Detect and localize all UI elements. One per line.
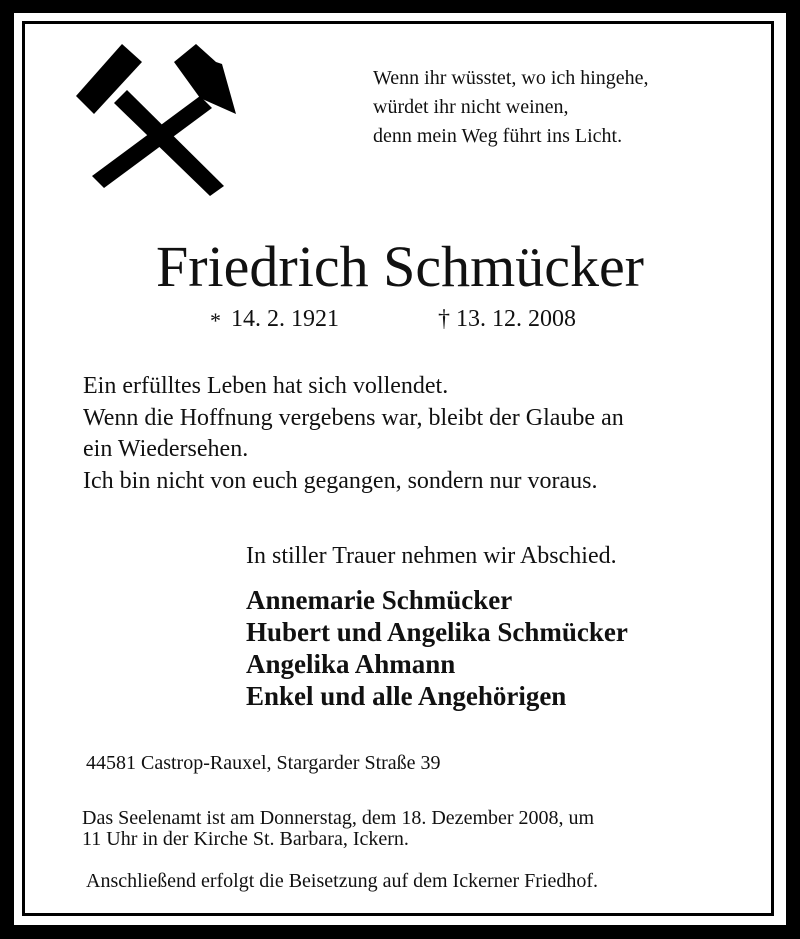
service-line: 11 Uhr in der Kirche St. Barbara, Ickern. <box>82 828 409 850</box>
quote-line: würdet ihr nicht weinen, <box>373 96 569 118</box>
crossed-hammers-icon <box>74 40 240 200</box>
verse-line: Ich bin nicht von euch gegangen, sondern nur voraus. <box>83 467 598 494</box>
service-line: Das Seelenamt ist am Donnerstag, dem 18. Dezember 2008, um <box>82 807 595 829</box>
quote-line: Wenn ihr wüsstet, wo ich hingehe, <box>373 67 649 89</box>
family-member: Hubert und Angelika Schmücker <box>246 617 628 647</box>
family-member: Enkel und alle Angehörigen <box>246 681 567 711</box>
verse-line: Ein erfülltes Leben hat sich vollendet. <box>83 373 449 399</box>
quote-line: denn mein Weg führt ins Licht. <box>373 125 623 147</box>
birth-date-value: 14. 2. 1921 <box>231 306 339 332</box>
deceased-name: Friedrich Schmücker <box>155 234 644 299</box>
address: 44581 Castrop-Rauxel, Stargarder Straße 39 <box>86 752 441 774</box>
family-list <box>246 584 628 712</box>
birth-date <box>210 303 339 335</box>
verse-line: Wenn die Hoffnung vergebens war, bleibt der Glaube an <box>83 404 624 431</box>
death-date-value: 13. 12. 2008 <box>456 306 576 332</box>
family-member: Angelika Ahmann <box>246 649 456 679</box>
burial-info: Anschließend erfolgt die Beisetzung auf dem Ickerner Friedhof. <box>86 870 599 892</box>
memorial-verse <box>83 371 624 497</box>
mourning-intro: In stiller Trauer nehmen wir Abschied. <box>246 543 617 569</box>
birth-star-icon: * <box>210 308 221 333</box>
family-member: Annemarie Schmücker <box>246 585 513 615</box>
opening-quote <box>373 64 649 151</box>
service-info <box>82 808 594 850</box>
verse-line: ein Wiedersehen. <box>83 436 249 462</box>
death-date <box>438 303 576 335</box>
dagger-icon: † <box>438 306 450 332</box>
